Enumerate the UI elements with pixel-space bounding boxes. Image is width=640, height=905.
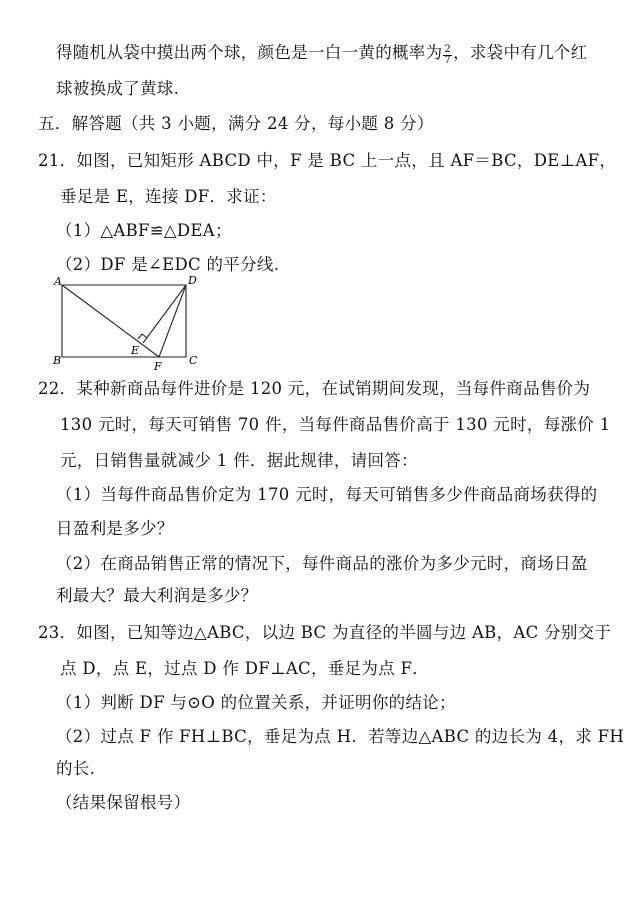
label-d: D xyxy=(188,274,197,287)
q21-part-2: （2）DF 是∠EDC 的平分线. xyxy=(56,255,280,274)
q23-note: （结果保留根号） xyxy=(56,793,191,812)
segment-df xyxy=(159,285,186,357)
q21-line-2: 垂足是 E，连接 DF．求证： xyxy=(60,187,277,206)
q23-line-2: 点 D，点 E，过点 D 作 DF⊥AC，垂足为点 F． xyxy=(60,659,430,678)
q23-part-2-line-1: （2）过点 F 作 FH⊥BC，垂足为点 H．若等边△ABC 的边长为 4，求 FH xyxy=(56,727,625,746)
segment-de xyxy=(143,285,186,343)
q22-line-2: 130 元时，每天可销售 70 件，当每件商品售价高于 130 元时，每涨价 1 xyxy=(60,415,611,434)
intro-text-a: 得随机从袋中摸出两个球，颜色是一白一黄的概率为 xyxy=(56,43,443,62)
section-title: 五．解答题（共 3 小题，满分 24 分，每小题 8 分） xyxy=(38,114,434,133)
q22-part-2-line-2: 利最大？最大利润是多少？ xyxy=(56,586,258,605)
q22-line-1: 22．某种新商品每件进价是 120 元，在试销期间发现，当每件商品售价为 xyxy=(38,379,591,398)
fraction-denominator: 7 xyxy=(444,54,452,66)
intro-line-2: 球被换成了黄球. xyxy=(56,79,180,98)
q23-part-2-line-2: 的长. xyxy=(56,759,96,778)
rectangle-figure xyxy=(48,272,208,372)
q22-part-1-line-1: （1）当每件商品售价定为 170 元时，每天可销售多少件商品商场获得的 xyxy=(56,485,598,504)
intro-text-b: ，求袋中有几个红 xyxy=(453,43,588,62)
label-c: C xyxy=(189,354,198,367)
segment-af xyxy=(62,285,159,357)
q22-line-3: 元，日销售量就减少 1 件．据此规律，请回答： xyxy=(60,451,418,470)
q22-part-1-line-2: 日盈利是多少？ xyxy=(56,519,174,538)
label-e: E xyxy=(131,344,140,357)
q23-part-1: （1）判断 DF 与⊙O 的位置关系，并证明你的结论； xyxy=(56,693,456,712)
label-f: F xyxy=(154,360,162,372)
q22-part-2-line-1: （2）在商品销售正常的情况下，每件商品的涨价为多少元时，商场日盈 xyxy=(56,554,588,573)
fraction-numerator: 2 xyxy=(444,43,452,55)
label-b: B xyxy=(53,354,62,367)
q23-line-1: 23．如图，已知等边△ABC，以边 BC 为直径的半圆与边 AB，AC 分别交于 xyxy=(38,623,612,642)
right-angle-mark xyxy=(138,334,147,339)
intro-line-1 xyxy=(56,42,587,66)
label-a: A xyxy=(54,275,62,288)
rectangle-abcd xyxy=(62,285,186,357)
q21-part-1: （1）△ABF≌△DEA； xyxy=(56,221,232,240)
q21-line-1: 21．如图，已知矩形 ABCD 中，F 是 BC 上一点，且 AF＝BC，DE⊥AF， xyxy=(38,151,617,170)
probability-fraction xyxy=(443,45,452,66)
